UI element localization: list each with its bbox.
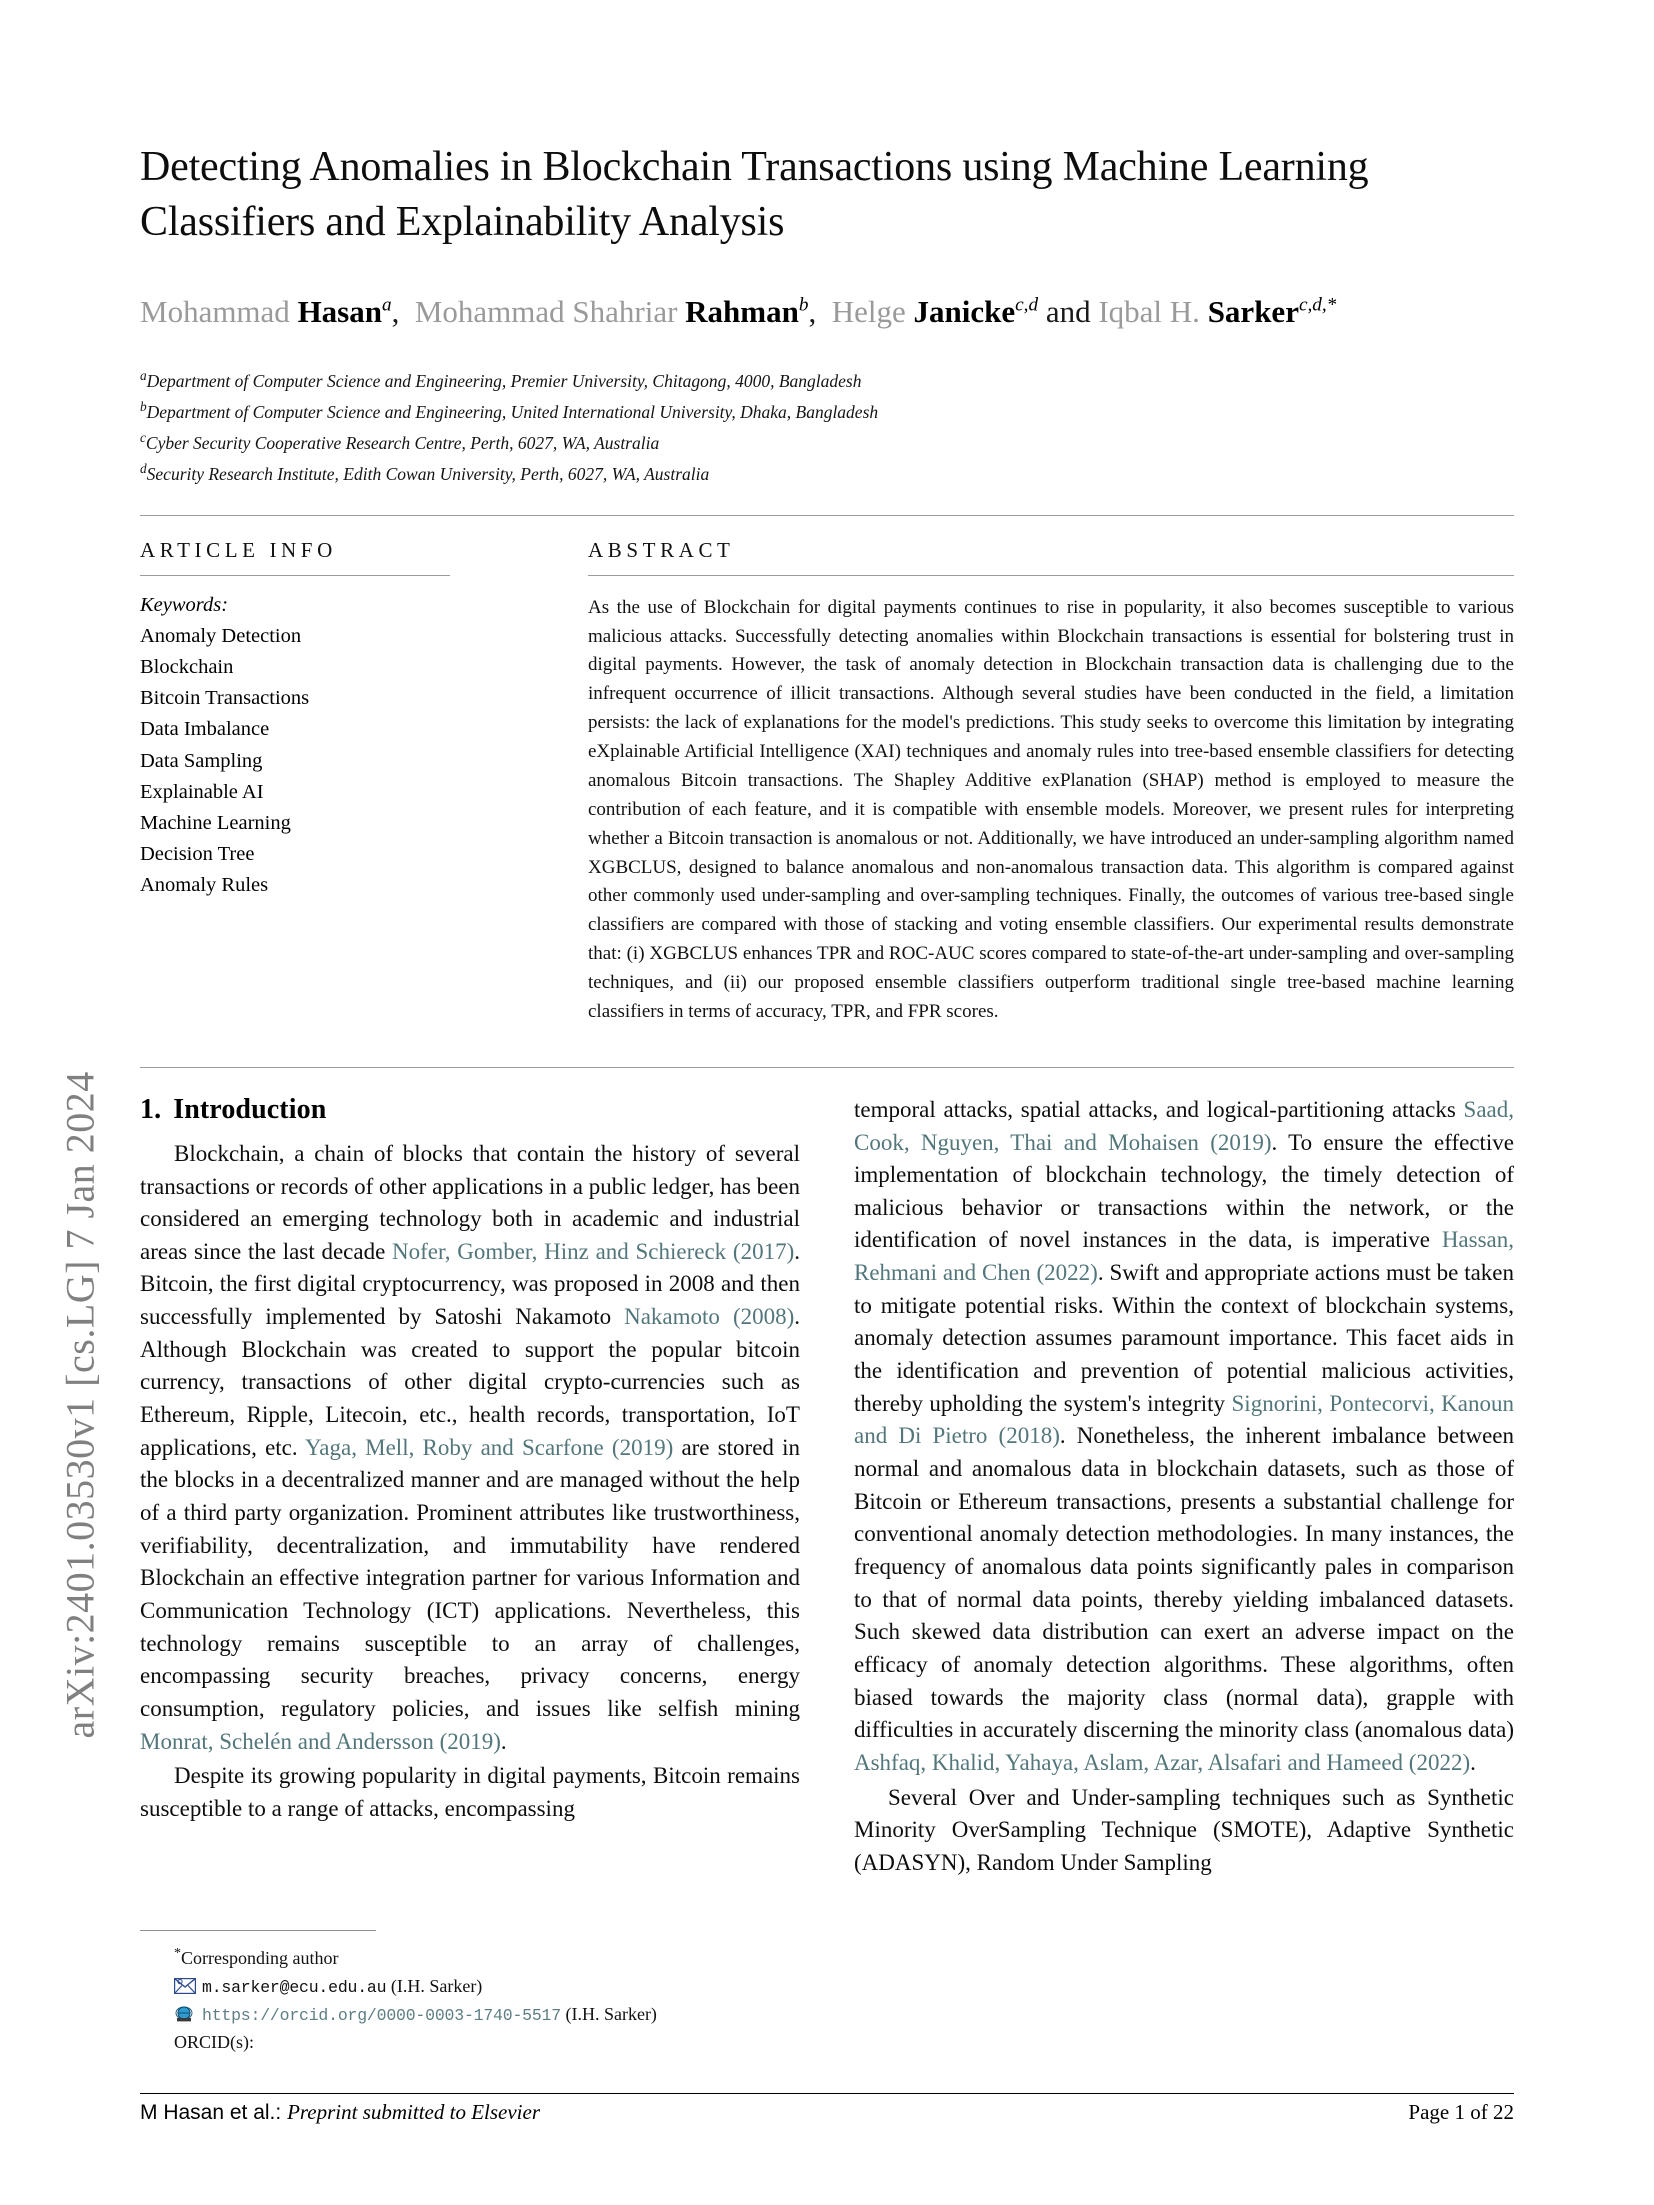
affiliation-item bbox=[140, 396, 1514, 427]
paragraph-text: . Bitcoin, the first digital cryptocurrency, was proposed in 2008 and then successfully implemented by Satoshi Nakamoto bbox=[140, 1238, 800, 1330]
body-paragraph bbox=[140, 1138, 800, 1758]
paragraph-text bbox=[726, 1239, 733, 1264]
keyword-item: Data Imbalance bbox=[140, 718, 270, 741]
affiliation-list bbox=[140, 365, 1514, 489]
citation-reference[interactable]: (2022) bbox=[1036, 1260, 1098, 1286]
affiliation-text: Security Research Institute, Edith Cowan University, Perth, 6027, WA, Australia bbox=[146, 463, 710, 484]
keyword-item: Anomaly Detection bbox=[140, 624, 302, 647]
column-gutter bbox=[546, 516, 588, 1027]
footer-divider bbox=[140, 2093, 1514, 2094]
globe-icon bbox=[174, 2003, 196, 2019]
citation-reference[interactable]: (2019) bbox=[611, 1434, 674, 1460]
asterisk-marker: * bbox=[174, 1945, 182, 1961]
author-affiliation-marker: b bbox=[798, 294, 809, 316]
affiliation-marker: c bbox=[140, 429, 146, 445]
intro-left-paragraphs bbox=[140, 1138, 800, 1826]
section-heading-introduction bbox=[140, 1094, 800, 1126]
affiliation-text: Cyber Security Cooperative Research Centre, Perth, 6027, WA, Australia bbox=[145, 432, 660, 453]
footnote-block bbox=[140, 1930, 800, 2057]
body-paragraph bbox=[140, 1760, 800, 1825]
abstract-text: As the use of Blockchain for digital payments continues to rise in popularity, it also becomes susceptible to various malicious attacks. Successfully detecting anomalies within Blockchain transactions is essential for bolstering trust in digital payments. However, the task of anomaly detection in Blockchain transaction data is challenging due to the infrequent occurrence of illicit transactions. Although several studies have been conducted in the field, a limitation persists: the lack of explanations for the model's predictions. This study seeks to overcome this limitation by integrating eXplainable Artificial Intelligence (XAI) techniques and anomaly rules into tree-based ensemble classifiers for detecting anomalous Bitcoin transactions. The Shapley Additive exPlanation (SHAP) method is employed to measure the contribution of each feature, and it is compatible with ensemble models. Moreover, we present rules for interpreting whether a Bitcoin transaction is anomalous or not. Additionally, we have introduced an under-sampling algorithm named XGBCLUS, designed to balance anomalous and non-anomalous transaction data. This algorithm is compared against other commonly used under-sampling and over-sampling techniques. Finally, the outcomes of various tree-based single classifiers are compared with those of stacking and voting ensemble classifiers. Our experimental results demonstrate that: (i) XGBCLUS enhances TPR and ROC-AUC scores compared to state-of-the-art under-sampling and over-sampling techniques, and (ii) our proposed ensemble classifiers outperform traditional single tree-based machine learning classifiers in terms of accuracy, TPR, and FPR scores. bbox=[588, 596, 1514, 1022]
footer-authors: M Hasan et al.: bbox=[140, 2101, 282, 2124]
affiliation-marker: b bbox=[140, 398, 147, 414]
orcid-url[interactable]: https://orcid.org/0000-0003-1740-5517 bbox=[202, 2005, 561, 2025]
body-divider bbox=[140, 1067, 1514, 1068]
arxiv-stamp: arXiv:2401.03530v1 [cs.LG] 7 Jan 2024 bbox=[57, 1071, 103, 1739]
keyword-item: Bitcoin Transactions bbox=[140, 687, 310, 710]
citation-reference[interactable]: Signorini, Pontecorvi, Kanoun and Di Pietro bbox=[854, 1390, 1515, 1449]
keyword-item: Explainable AI bbox=[140, 780, 264, 803]
email-address[interactable]: m.sarker@ecu.edu.au bbox=[202, 1977, 387, 1997]
intro-right-paragraphs bbox=[854, 1094, 1514, 1880]
citation-reference[interactable]: (2022) bbox=[1408, 1749, 1471, 1775]
citation-reference[interactable]: Saad, Cook, Nguyen, Thai and Mohaisen bbox=[854, 1096, 1514, 1155]
article-info-heading: ARTICLE INFO bbox=[140, 537, 337, 562]
author-surname: Rahman bbox=[685, 294, 799, 330]
citation-reference[interactable]: (2017) bbox=[732, 1238, 795, 1264]
citation-reference[interactable]: Nofer, Gomber, Hinz and Schiereck bbox=[392, 1238, 727, 1264]
citation-reference[interactable]: (2019) bbox=[1210, 1129, 1272, 1155]
paragraph-text: Several Over and Under-sampling techniques such as Synthetic Minority OverSampling Technique (SMOTE), Adaptive Synthetic (ADASYN), Random Under Sampling bbox=[854, 1784, 1514, 1875]
abstract-heading: ABSTRACT bbox=[588, 537, 735, 562]
author-affiliation-marker: c,d,* bbox=[1298, 294, 1337, 316]
body-right-column bbox=[854, 1094, 1514, 2205]
corresponding-author-text: Corresponding author bbox=[181, 1948, 339, 1968]
email-note bbox=[140, 1973, 800, 2001]
citation-reference[interactable]: Yaga, Mell, Roby and Scarfone bbox=[304, 1434, 604, 1460]
paragraph-text: . bbox=[500, 1728, 507, 1754]
section-number: 1. bbox=[140, 1093, 162, 1125]
author-affiliation-marker: c,d bbox=[1015, 294, 1039, 316]
citation-reference[interactable]: Nakamoto bbox=[624, 1304, 720, 1330]
author-separator: , bbox=[808, 294, 832, 330]
author-given-name: Helge bbox=[831, 294, 914, 330]
affiliation-item bbox=[140, 458, 1514, 489]
paragraph-text: . Swift and appropriate actions must be taken to mitigate potential risks. Within the context of blockchain systems, anomaly detection assumes paramount importance. This facet aids in the identification and prevention of potential malicious activities, thereby upholding the system's integrity bbox=[854, 1260, 1515, 1416]
author-affiliation-marker: a bbox=[381, 294, 392, 316]
paragraph-text: Despite its growing popularity in digital payments, Bitcoin remains susceptible to a range of attacks, encompassing bbox=[140, 1763, 800, 1821]
affiliation-item bbox=[140, 365, 1514, 396]
paragraph-text bbox=[720, 1304, 733, 1329]
orcid-owner: (I.H. Sarker) bbox=[565, 2003, 657, 2024]
email-owner: (I.H. Sarker) bbox=[390, 1975, 483, 1996]
footer-preprint-note: Preprint submitted to Elsevier bbox=[287, 2100, 541, 2124]
author-separator: and bbox=[1038, 294, 1099, 330]
keywords-label: Keywords: bbox=[140, 593, 229, 616]
author-given-name: Mohammad Shahriar bbox=[414, 294, 686, 330]
envelope-icon bbox=[174, 1975, 196, 1991]
orcid-label: ORCID(s): bbox=[174, 2031, 254, 2052]
abstract-divider bbox=[588, 575, 1514, 576]
body-gutter bbox=[800, 1094, 854, 2205]
keyword-item: Anomaly Rules bbox=[140, 874, 269, 897]
article-info-column bbox=[140, 516, 546, 1027]
affiliation-marker: d bbox=[140, 460, 147, 476]
info-abstract-block bbox=[140, 516, 1514, 1027]
keyword-item: Data Sampling bbox=[140, 749, 263, 772]
paragraph-text: . Although Blockchain was created to support the popular bitcoin currency, transactions of other digital crypto-currencies such as Ethereum, Ripple, Litecoin, etc., health records, transportation, IoT applications, etc. bbox=[140, 1304, 801, 1460]
paragraph-text bbox=[604, 1435, 612, 1460]
affiliation-marker: a bbox=[140, 368, 147, 384]
author-list bbox=[140, 291, 1514, 333]
keywords-divider bbox=[140, 575, 450, 576]
author-surname: Hasan bbox=[297, 294, 382, 330]
paragraph-text bbox=[987, 1423, 998, 1448]
keyword-item: Blockchain bbox=[140, 656, 234, 679]
keywords-list bbox=[140, 621, 546, 901]
affiliation-text: Department of Computer Science and Engineering, United International University, Dhaka, Bangladesh bbox=[146, 401, 879, 422]
author-surname: Sarker bbox=[1207, 294, 1299, 330]
body-paragraph bbox=[854, 1782, 1514, 1880]
keyword-item: Decision Tree bbox=[140, 842, 255, 865]
affiliation-text: Department of Computer Science and Engineering, Premier University, Chitagong, 4000, Bangladesh bbox=[146, 370, 862, 391]
paragraph-text: temporal attacks, spatial attacks, and logical-partitioning attacks bbox=[854, 1096, 1464, 1122]
keyword-item: Machine Learning bbox=[140, 811, 291, 834]
author-given-name: Mohammad bbox=[140, 294, 298, 330]
citation-reference[interactable]: (2008) bbox=[732, 1304, 795, 1330]
author-surname: Janicke bbox=[913, 294, 1016, 330]
body-paragraph bbox=[854, 1094, 1514, 1780]
section-title: Introduction bbox=[173, 1093, 327, 1125]
paragraph-text: . Nonetheless, the inherent imbalance between normal and anomalous data in blockchain datasets, such as those of Bitcoin or Ethereum transactions, presents a substantial challenge for conventional anomaly detection methodologies. In many instances, the frequency of anomalous data points significantly pales in comparison to that of normal data points, thereby yielding imbalanced datasets. Such skewed data distribution can exert an adverse impact on the efficacy of anomaly detection algorithms. These algorithms, often biased towards the majority class (normal data), grapple with difficulties in accurately discerning the minority class (anomalous data) bbox=[854, 1423, 1514, 1743]
citation-reference[interactable]: (2018) bbox=[998, 1423, 1060, 1449]
affiliation-item bbox=[140, 427, 1514, 458]
page-title: Detecting Anomalies in Blockchain Transactions using Machine Learning Classifiers and Explainability Analysis bbox=[140, 144, 1369, 245]
citation-reference[interactable]: (2019) bbox=[439, 1728, 501, 1754]
paragraph-text: . To ensure the effective implementation of blockchain technology, the timely detection of malicious behavior or transactions within the network, or the identification of novel instances in the data, is imperative bbox=[854, 1129, 1515, 1253]
footer-left bbox=[140, 2100, 540, 2125]
page-content bbox=[140, 0, 1514, 2205]
citation-reference[interactable]: Ashfaq, Khalid, Yahaya, Aslam, Azar, Alsafari and Hameed bbox=[854, 1749, 1404, 1775]
footnote-divider bbox=[140, 1930, 376, 1931]
paragraph-text: Blockchain, a chain of blocks that contain the history of several transactions or records of other applications in a public ledger, has been considered an emerging technology both in academic and industrial areas since the last decade bbox=[140, 1140, 800, 1264]
abstract-column bbox=[588, 516, 1514, 1027]
paragraph-text: are stored in the blocks in a decentralized manner and are managed without the help of a third party organization. Prominent attributes like trustworthiness, verifiability, decentralization, and immutability have rendered Blockchain an effective integration partner for various Information and Communication Technology (ICT) applications. Nevertheless, this technology remains susceptible to an array of challenges, encompassing security breaches, privacy concerns, energy consumption, regulatory policies, and issues like selfish mining bbox=[140, 1434, 801, 1721]
orcid-note bbox=[140, 2001, 800, 2029]
citation-reference[interactable]: Monrat, Schelén and Andersson bbox=[140, 1728, 434, 1754]
paragraph-text: . bbox=[1470, 1749, 1476, 1775]
page-footer bbox=[140, 2100, 1514, 2125]
citation-reference[interactable]: Hassan, Rehmani and Chen bbox=[854, 1227, 1514, 1286]
author-given-name: Iqbal H. bbox=[1098, 294, 1208, 330]
author-separator: , bbox=[391, 294, 415, 330]
corresponding-author-note bbox=[140, 1943, 800, 1973]
paragraph-text bbox=[1199, 1130, 1210, 1155]
footer-page-number: Page 1 of 22 bbox=[1408, 2100, 1514, 2124]
